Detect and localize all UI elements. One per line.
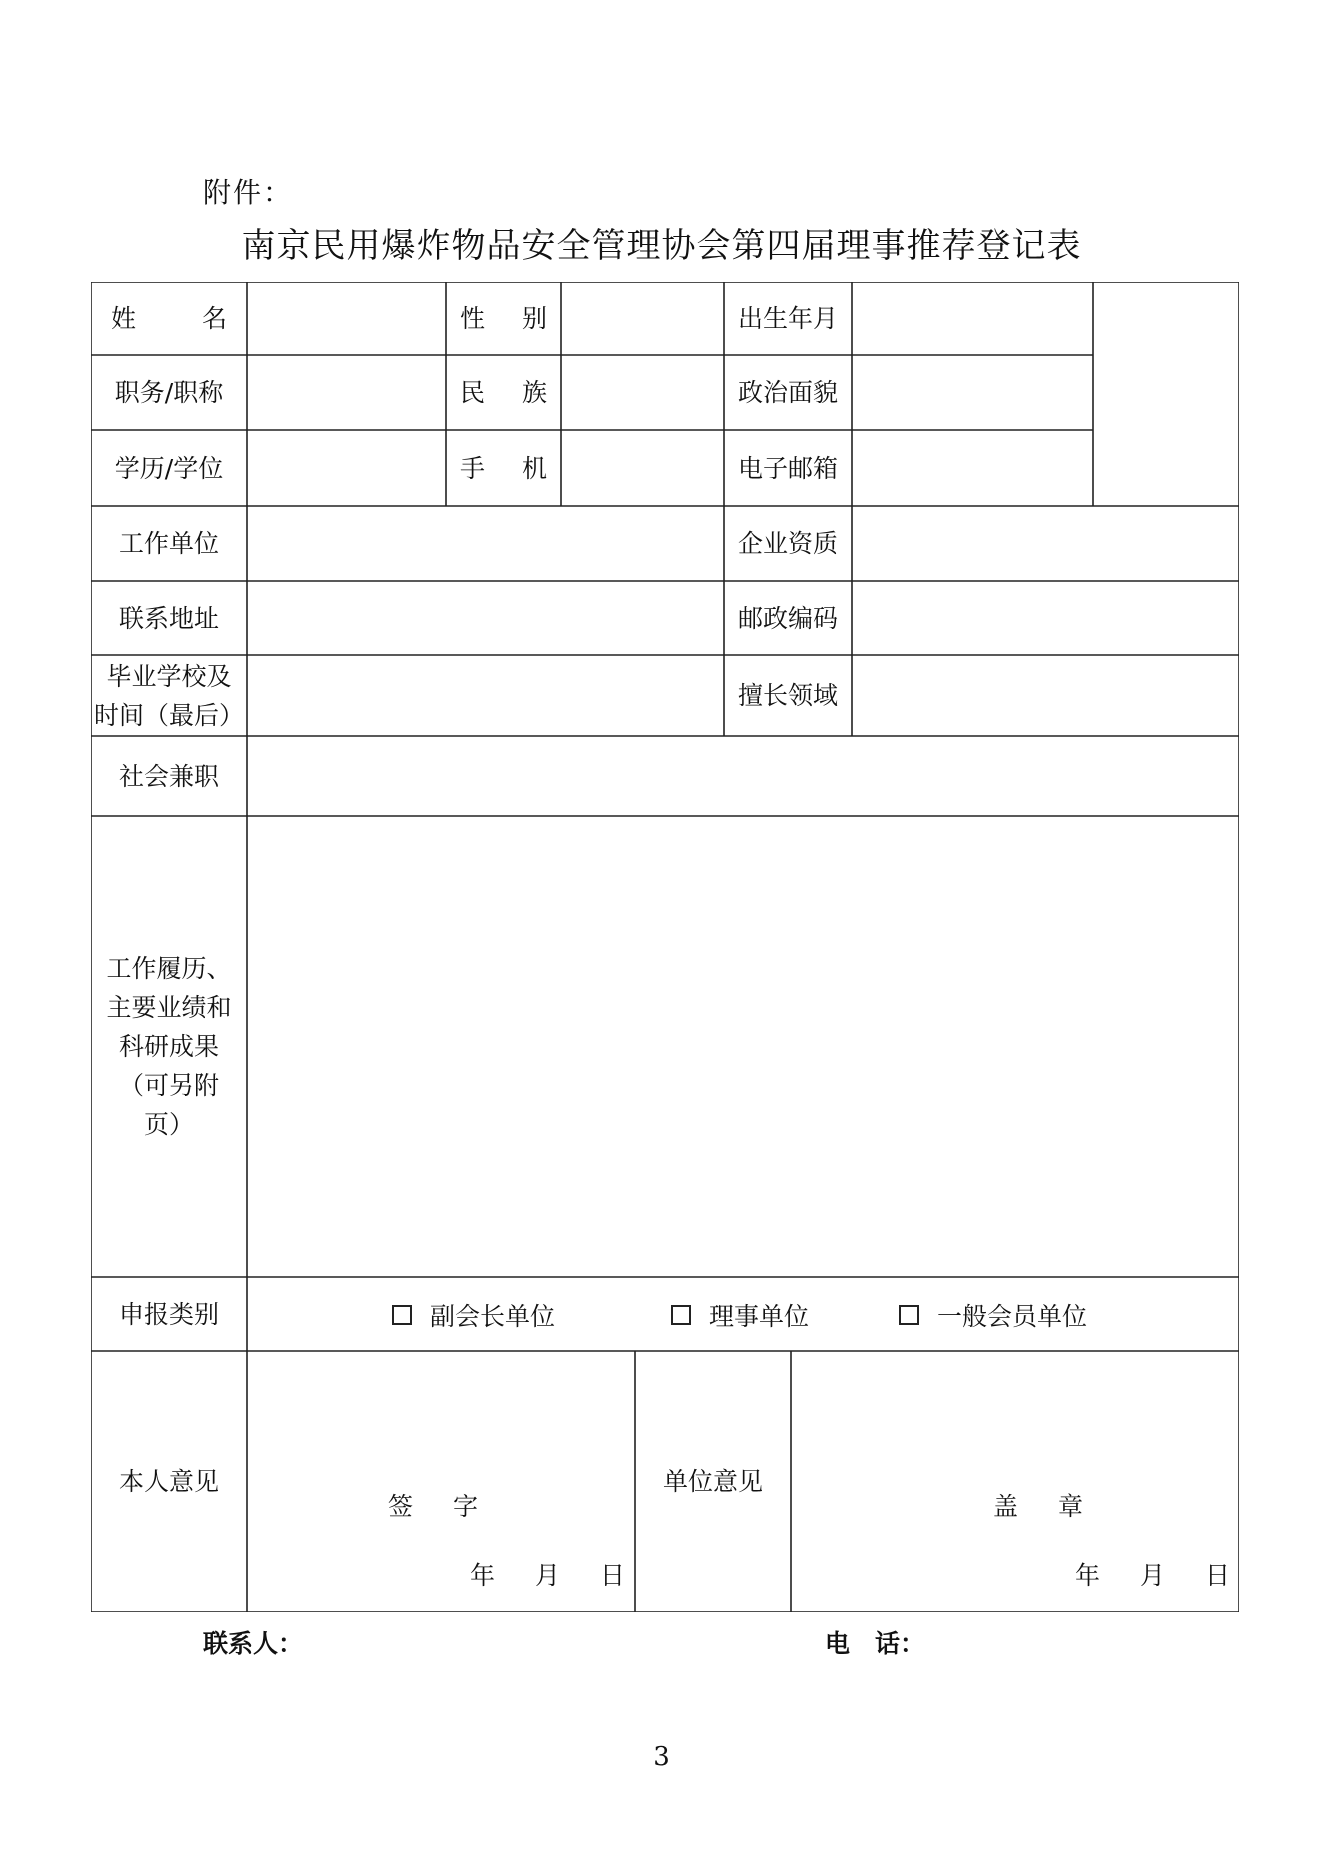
birth-field[interactable]: [852, 282, 1093, 355]
label-resume-line-1: 工作履历、: [106, 954, 232, 983]
label-name: [91, 282, 247, 355]
label-name-char-1: 姓: [111, 304, 137, 333]
label-email: 电子邮箱: [737, 453, 838, 483]
label-position: 职务/职称: [114, 378, 224, 407]
label-ethnicity: [446, 355, 561, 430]
workplace-field[interactable]: [247, 506, 724, 581]
label-mobile-char-1: 手: [460, 453, 486, 483]
ethnicity-field[interactable]: [561, 355, 724, 430]
label-mobile: [446, 430, 561, 506]
option-general-member-label: 一般会员单位: [937, 1302, 1088, 1331]
social-field[interactable]: [247, 736, 1239, 816]
unit-date: [1075, 1556, 1230, 1592]
label-birth: 出生年月: [737, 304, 838, 333]
footer-phone: 电 话：: [825, 1629, 926, 1658]
checkbox-icon[interactable]: [671, 1305, 691, 1325]
option-vice-president[interactable]: [392, 1297, 555, 1333]
school-field[interactable]: [247, 655, 724, 736]
sign-label: [388, 1487, 478, 1523]
label-gender: [446, 282, 561, 355]
name-field[interactable]: [247, 282, 446, 355]
label-qualification: 企业资质: [737, 529, 838, 558]
unit-date-year: 年: [1075, 1561, 1101, 1590]
postcode-field[interactable]: [852, 581, 1239, 655]
education-field[interactable]: [247, 430, 446, 506]
unit-date-day: 日: [1205, 1561, 1231, 1590]
seal-char-1: 盖: [993, 1492, 1019, 1521]
seal-label: [993, 1487, 1083, 1523]
email-field[interactable]: [852, 430, 1093, 506]
footer-contact: 联系人：: [203, 1629, 304, 1658]
address-field[interactable]: [247, 581, 724, 655]
personal-date-day: 日: [600, 1561, 626, 1590]
label-resume-line-5: 页）: [143, 1110, 194, 1139]
sign-char-2: 字: [453, 1492, 479, 1521]
label-resume-line-4: （可另附: [118, 1071, 219, 1100]
option-general-member[interactable]: [899, 1297, 1087, 1333]
attachment-label: 附件：: [203, 176, 294, 209]
label-gender-char-2: 别: [521, 304, 547, 333]
label-school-line-1: 毕业学校及: [106, 661, 232, 691]
label-workplace: 工作单位: [118, 529, 219, 558]
label-resume: [91, 816, 247, 1277]
gender-field[interactable]: [561, 282, 724, 355]
seal-char-2: 章: [1058, 1492, 1084, 1521]
qualification-field[interactable]: [852, 506, 1239, 581]
option-vice-president-label: 副会长单位: [430, 1302, 556, 1331]
label-political: 政治面貌: [737, 378, 838, 407]
label-education: 学历/学位: [114, 453, 224, 483]
label-gender-char-1: 性: [460, 304, 486, 333]
personal-date-month: 月: [535, 1561, 561, 1590]
expertise-field[interactable]: [852, 655, 1239, 736]
option-director-label: 理事单位: [709, 1302, 810, 1331]
label-name-char-2: 名: [201, 304, 227, 333]
label-personal-opinion: 本人意见: [118, 1467, 219, 1496]
position-field[interactable]: [247, 355, 446, 430]
label-resume-line-2: 主要业绩和: [106, 993, 232, 1022]
photo-area[interactable]: [1093, 282, 1239, 506]
label-ethnicity-char-2: 族: [521, 378, 547, 407]
unit-date-month: 月: [1140, 1561, 1166, 1590]
political-field[interactable]: [852, 355, 1093, 430]
form-title: 南京民用爆炸物品安全管理协会第四届理事推荐登记表: [241, 226, 1082, 266]
checkbox-icon[interactable]: [392, 1305, 412, 1325]
registration-form-table: [91, 282, 1239, 1612]
mobile-field[interactable]: [561, 430, 724, 506]
label-school-line-2: 时间（最后）: [93, 700, 244, 730]
personal-date-year: 年: [470, 1561, 496, 1590]
label-postcode: 邮政编码: [737, 603, 838, 633]
resume-field[interactable]: [247, 816, 1239, 1277]
checkbox-icon[interactable]: [899, 1305, 919, 1325]
label-expertise: 擅长领域: [737, 681, 838, 710]
page-number: 3: [653, 1742, 670, 1772]
personal-date: [470, 1556, 625, 1592]
label-resume-line-3: 科研成果: [118, 1032, 219, 1061]
label-social: 社会兼职: [118, 761, 219, 791]
sign-char-1: 签: [388, 1492, 414, 1521]
label-category: 申报类别: [118, 1299, 219, 1329]
option-director[interactable]: [671, 1297, 809, 1333]
label-mobile-char-2: 机: [521, 453, 547, 483]
label-school: [91, 655, 247, 736]
label-unit-opinion: 单位意见: [662, 1467, 763, 1496]
label-address: 联系地址: [118, 603, 219, 633]
label-ethnicity-char-1: 民: [460, 378, 486, 407]
